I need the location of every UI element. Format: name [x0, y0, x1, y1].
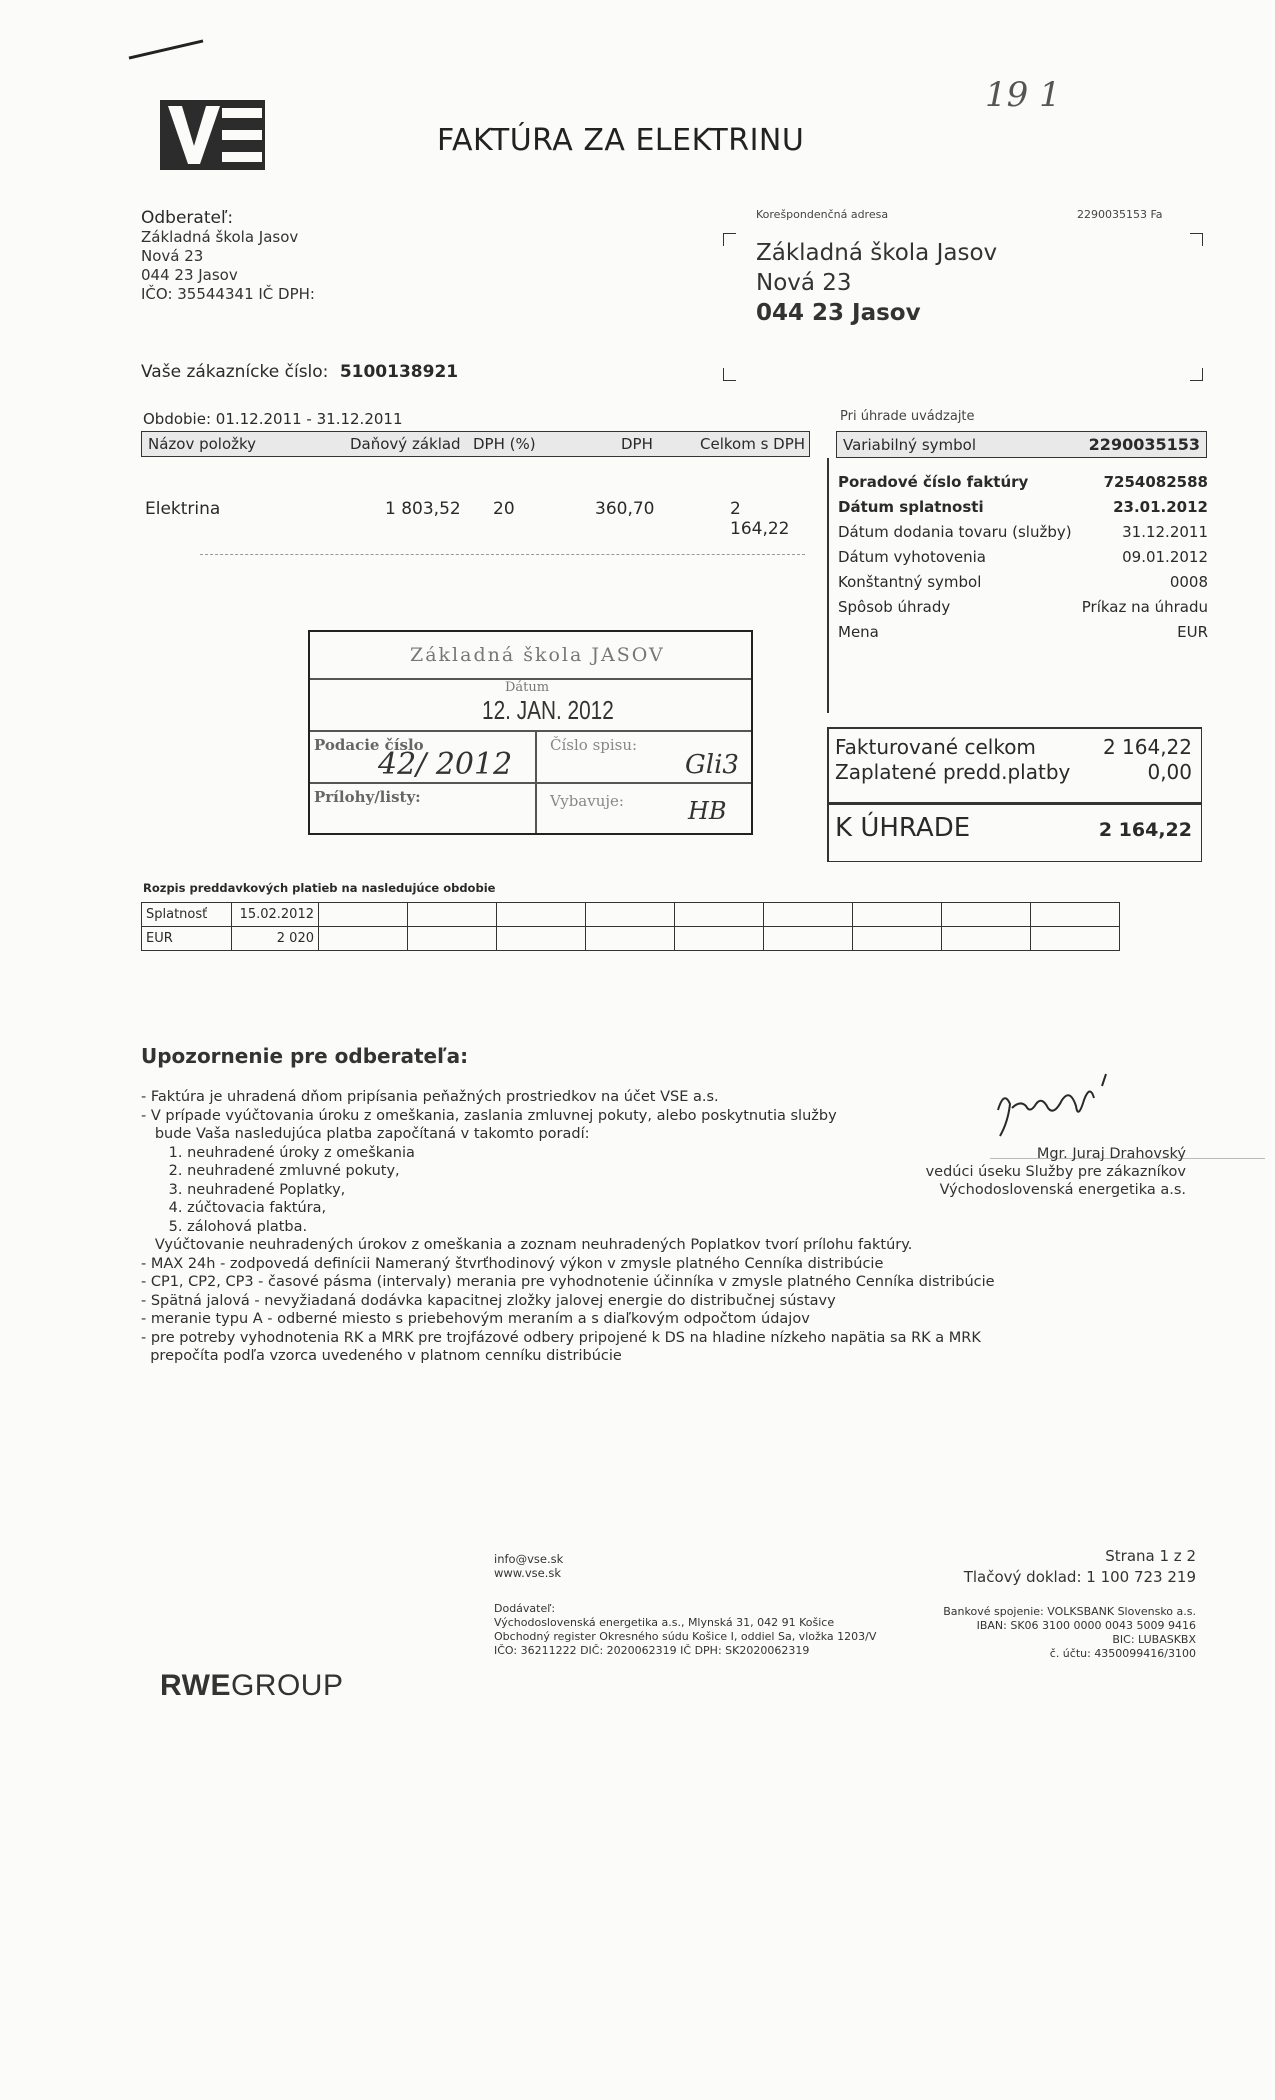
notice-line: - CP1, CP2, CP3 - časové pásma (intervaly) merania pre vyhodnotenie účinníka v zmysle platného Cenníka distribúcie: [141, 1274, 995, 1290]
pen-mark: [129, 39, 204, 59]
schedule-cell: EUR: [142, 927, 232, 951]
contact-web: www.vse.sk: [494, 1566, 561, 1580]
notice-line: - Faktúra je uhradená dňom pripísania peňažných prostriedkov na účet VSE a.s.: [141, 1089, 719, 1105]
address-name: Základná škola Jasov: [756, 240, 998, 266]
totals-box: [827, 727, 1202, 862]
registry-stamp: [308, 630, 753, 835]
notice-line: 1. neuhradené úroky z omeškania: [141, 1144, 415, 1161]
billing-period: [143, 410, 403, 428]
schedule-cell: Splatnosť: [142, 903, 232, 927]
notice-line: - pre potreby vyhodnotenia RK a MRK pre trojfázové odbery pripojené k DS na hladine nízkeho napätia sa RK a MRK: [141, 1329, 981, 1346]
signatory-name: Mgr. Juraj Drahovský: [1036, 1146, 1186, 1162]
item-base: 1 803,52: [385, 499, 461, 519]
notice-line: - Spätná jalová - nevyžiadaná dodávka kapacitnej zložky jalovej energie do distribučnej sústavy: [141, 1292, 836, 1309]
address-city: 044 23 Jasov: [756, 300, 921, 326]
address-corner-br: [1190, 368, 1203, 381]
due-label: K ÚHRADE: [835, 813, 971, 843]
info-row: Konštantný symbol 0008: [838, 573, 1208, 591]
col-vat: DPH: [621, 435, 653, 453]
variable-symbol-label: Variabilný symbol: [843, 435, 976, 454]
payment-info-table: [838, 470, 1208, 645]
stamp-file-label: Číslo spisu:: [550, 736, 638, 754]
correspondence-code: 2290035153 Fa: [1077, 208, 1163, 221]
item-vat-rate: 20: [493, 499, 515, 519]
correspondence-address: [756, 238, 997, 328]
info-row: Mena EUR: [838, 623, 1208, 641]
info-row: Poradové číslo faktúry 7254082588: [838, 473, 1208, 491]
variable-symbol-value: 2290035153: [1088, 435, 1200, 454]
customer-number: [141, 362, 458, 382]
stamp-attach-label: Prílohy/listy:: [314, 788, 421, 806]
info-row: Spôsob úhrady Príkaz na úhradu: [838, 598, 1208, 616]
notice-line: 4. zúčtovacia faktúra,: [141, 1200, 327, 1216]
stamp-handled-label: Vybavuje:: [550, 792, 624, 810]
supplier-info: Dodávateľ: Východoslovenská energetika a.s., Mlynská 31, 042 91 Košice Obchodný register Okresného súdu Košice I, oddiel Sa, vložka 1203/V IČO: 36211222 DIČ: 2020062319 IČ DPH: SK2020062319: [494, 1602, 877, 1657]
address-corner-bl: [723, 368, 736, 381]
correspondence-label: Korešpondenčná adresa: [756, 208, 889, 221]
notice-line: 2. neuhradené zmluvné pokuty,: [141, 1163, 400, 1179]
signatory-company: Východoslovenská energetika a.s.: [939, 1182, 1186, 1198]
customer-line: Nová 23: [141, 247, 204, 265]
stamp-date: 12. JAN. 2012: [482, 695, 614, 725]
notice-line: Vyúčtovanie neuhradených úrokov z omeškania a zoznam neuhradených Poplatkov tvorí prílohu faktúry.: [141, 1237, 913, 1253]
invoiced-value: 2 164,22: [1102, 735, 1192, 759]
period-value: 01.12.2011 - 31.12.2011: [215, 410, 403, 428]
notice-line: 5. zálohová platba.: [141, 1218, 308, 1235]
item-name: Elektrina: [145, 499, 221, 519]
stamp-file-value: Gli3: [685, 750, 739, 780]
signatory-block: [890, 1145, 1186, 1199]
col-vat-rate: DPH (%): [473, 435, 536, 453]
signatory-role: vedúci úseku Služby pre zákazníkov: [925, 1164, 1186, 1180]
info-row: Dátum dodania tovaru (služby) 31.12.2011: [838, 523, 1208, 541]
schedule-title: Rozpis preddavkových platieb na nasledujúce obdobie: [143, 881, 496, 895]
customer-number-label: Vaše zákaznícke číslo:: [141, 362, 329, 382]
info-row: Dátum splatnosti 23.01.2012: [838, 498, 1208, 516]
schedule-row: [142, 903, 1120, 927]
page-info: [900, 1546, 1196, 1588]
schedule-cell: 2 020: [232, 927, 319, 951]
handwritten-number: 19 1: [985, 75, 1061, 115]
notice-line: bude Vaša nasledujúca platba započítaná v takomto poradí:: [141, 1126, 590, 1142]
items-table-row: [145, 499, 805, 539]
due-value: 2 164,22: [1098, 819, 1192, 841]
rwe-group-logo: RWEGROUP: [160, 1669, 344, 1702]
payment-note: Pri úhrade uvádzajte: [840, 409, 975, 424]
stamp-date-label: Dátum: [505, 680, 550, 695]
schedule-cell: 15.02.2012: [232, 903, 319, 927]
stamp-handled-value: HB: [688, 797, 727, 825]
item-vat: 360,70: [595, 499, 655, 519]
info-divider: [827, 458, 829, 713]
print-document: Tlačový doklad: 1 100 723 219: [963, 1568, 1196, 1586]
customer-line: Základná škola Jasov: [141, 228, 299, 246]
handwritten-signature: [990, 1070, 1140, 1140]
customer-line: 044 23 Jasov: [141, 266, 238, 284]
prepaid-label: Zaplatené predd.platby: [835, 760, 1071, 784]
col-base: Daňový základ: [350, 435, 461, 453]
notice-text: [141, 1088, 995, 1366]
address-street: Nová 23: [756, 270, 852, 296]
vse-logo: [160, 100, 265, 170]
bank-info: Bankové spojenie: VOLKSBANK Slovensko a.s. IBAN: SK06 3100 0000 0043 5009 9416 BIC: LUBASKBX č. účtu: 4350099416/3100: [943, 1605, 1196, 1660]
info-row: Dátum vyhotovenia 09.01.2012: [838, 548, 1208, 566]
invoiced-label: Fakturované celkom: [835, 735, 1036, 759]
schedule-row: [142, 927, 1120, 951]
page-number: Strana 1 z 2: [1105, 1547, 1196, 1565]
address-corner-tl: [723, 233, 736, 246]
prepaid-value: 0,00: [1147, 760, 1192, 784]
notice-line: prepočíta podľa vzorca uvedeného v platnom cenníku distribúcie: [141, 1348, 622, 1364]
col-name: Názov položky: [148, 435, 257, 453]
stamp-org: Základná škola JASOV: [410, 644, 665, 666]
stamp-filing-value: 42/ 2012: [378, 747, 513, 782]
invoice-title: FAKTÚRA ZA ELEKTRINU: [437, 123, 805, 158]
row-separator: [200, 554, 805, 555]
customer-block: [141, 208, 315, 304]
notice-title: Upozornenie pre odberateľa:: [141, 1044, 469, 1068]
customer-label: Odberateľ:: [141, 208, 234, 228]
col-total: Celkom s DPH: [700, 435, 806, 453]
customer-number-value: 5100138921: [339, 362, 459, 382]
item-total: 2 164,22: [730, 499, 790, 539]
stamp-filing-label: Podacie číslo: [314, 736, 424, 754]
notice-line: - meranie typu A - odberné miesto s priebehovým meraním a s diaľkovým odpočtom údajov: [141, 1311, 810, 1327]
notice-line: 3. neuhradené Poplatky,: [141, 1181, 346, 1198]
contact-email: info@vse.sk: [494, 1552, 564, 1566]
customer-line: IČO: 35544341 IČ DPH:: [141, 285, 315, 303]
variable-symbol-bar: [836, 431, 1207, 458]
address-corner-tr: [1190, 233, 1203, 246]
period-label: Obdobie:: [143, 410, 211, 428]
items-table-header: [141, 431, 810, 457]
contact-info: [494, 1552, 563, 1580]
notice-line: - V prípade vyúčtovania úroku z omeškania, zaslania zmluvnej pokuty, alebo poskytnutia služby: [141, 1107, 837, 1124]
schedule-table: [141, 902, 1120, 951]
notice-line: - MAX 24h - zodpovedá definícii Nameraný štvrťhodinový výkon v zmysle platného Cenníka distribúcie: [141, 1255, 884, 1272]
